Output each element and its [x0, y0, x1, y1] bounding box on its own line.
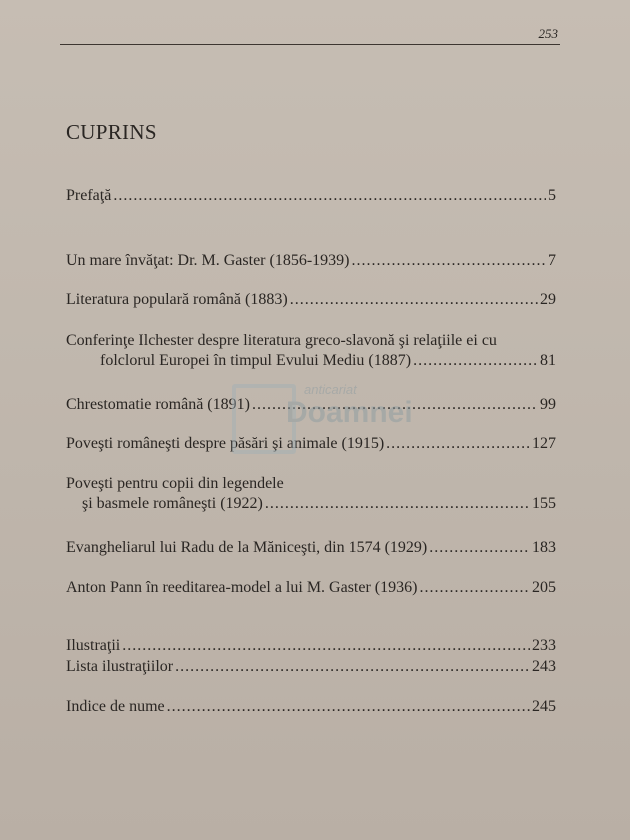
leader-dots — [122, 636, 530, 656]
toc-entry-text: Indice de nume — [66, 698, 165, 715]
toc-entry-text: Lista ilustraţiilor — [66, 658, 174, 675]
toc-entry-page: 81 — [540, 352, 556, 369]
toc-entry-text: Chrestomatie română (1891) — [66, 396, 250, 413]
leader-dots — [386, 434, 530, 454]
toc-entry-line — [66, 494, 556, 514]
toc-entry-anton-pann — [66, 578, 556, 598]
watermark-small-text: anticariat — [304, 382, 357, 397]
toc-entry-povesti-copii — [66, 474, 556, 514]
leader-dots — [265, 494, 530, 514]
toc-entry-page: 205 — [532, 579, 556, 596]
toc-entry-text: Poveşti româneşti despre păsări şi animale (1915) — [66, 435, 385, 452]
toc-title: CUPRINS — [66, 120, 157, 144]
toc-entry-line — [66, 578, 556, 598]
toc-entry-text: Evangheliarul lui Radu de la Măniceşti, din 1574 (1929) — [66, 539, 428, 556]
toc-entry-line — [66, 697, 556, 717]
toc-entry-line — [66, 290, 556, 310]
toc-entry-evangheliarul — [66, 538, 556, 558]
toc-entry-page: 245 — [532, 698, 556, 715]
leader-dots — [413, 351, 538, 371]
toc-entry-gaster — [66, 251, 556, 271]
toc-entry-page: 233 — [532, 637, 556, 654]
toc-entry-page: 99 — [540, 396, 556, 413]
toc-entry-line — [66, 331, 556, 351]
toc-entry-text: folclorul Europei în timpul Evului Mediu (1887) — [100, 352, 412, 369]
toc-entry-text: Poveşti pentru copii din legendele — [66, 475, 284, 492]
leader-dots — [429, 538, 530, 558]
toc-entry-text: Anton Pann în reeditarea-model a lui M. Gaster (1936) — [66, 579, 418, 596]
toc-entry-literatura — [66, 290, 556, 310]
toc-entry-lista-ilustratiilor — [66, 657, 556, 677]
page-number: 253 — [538, 26, 558, 41]
leader-dots — [419, 578, 530, 598]
toc-entry-text: Literatura populară română (1883) — [66, 291, 288, 308]
toc-entry-text: şi basmele româneşti (1922) — [82, 495, 263, 512]
leader-dots — [290, 290, 538, 310]
toc-entry-text: Prefaţă — [66, 187, 112, 204]
toc-entry-indice-nume — [66, 697, 556, 717]
toc-entry-page: 127 — [532, 435, 556, 452]
toc-entry-text: Un mare învăţat: Dr. M. Gaster (1856-1939) — [66, 252, 350, 269]
toc-entry-page: 29 — [540, 291, 556, 308]
toc-entry-text: Conferinţe Ilchester despre literatura greco-slavonă şi relaţiile ei cu — [66, 332, 497, 349]
toc-entry-ilchester — [66, 331, 556, 371]
toc-entry-line — [66, 636, 556, 656]
toc-entry-text: Ilustraţii — [66, 637, 121, 654]
toc-entry-ilustratii — [66, 636, 556, 656]
toc-entry-page: 7 — [548, 252, 556, 269]
anticariat-watermark — [232, 374, 413, 460]
header-rule — [60, 44, 560, 45]
toc-entry-line — [66, 186, 556, 206]
toc-entry-line — [66, 657, 556, 677]
toc-entry-prefata — [66, 186, 556, 206]
toc-entry-page: 155 — [532, 495, 556, 512]
leader-dots — [175, 657, 530, 677]
toc-entry-page: 5 — [548, 187, 556, 204]
watermark-main-text: Doamnei — [286, 396, 413, 429]
leader-dots — [167, 697, 530, 717]
toc-entry-page: 243 — [532, 658, 556, 675]
toc-entry-line — [66, 538, 556, 558]
toc-entry-line — [66, 351, 556, 371]
toc-entry-line — [66, 251, 556, 271]
toc-entry-page: 183 — [532, 539, 556, 556]
toc-entry-line — [66, 474, 556, 494]
leader-dots — [113, 186, 546, 206]
leader-dots — [351, 251, 546, 271]
